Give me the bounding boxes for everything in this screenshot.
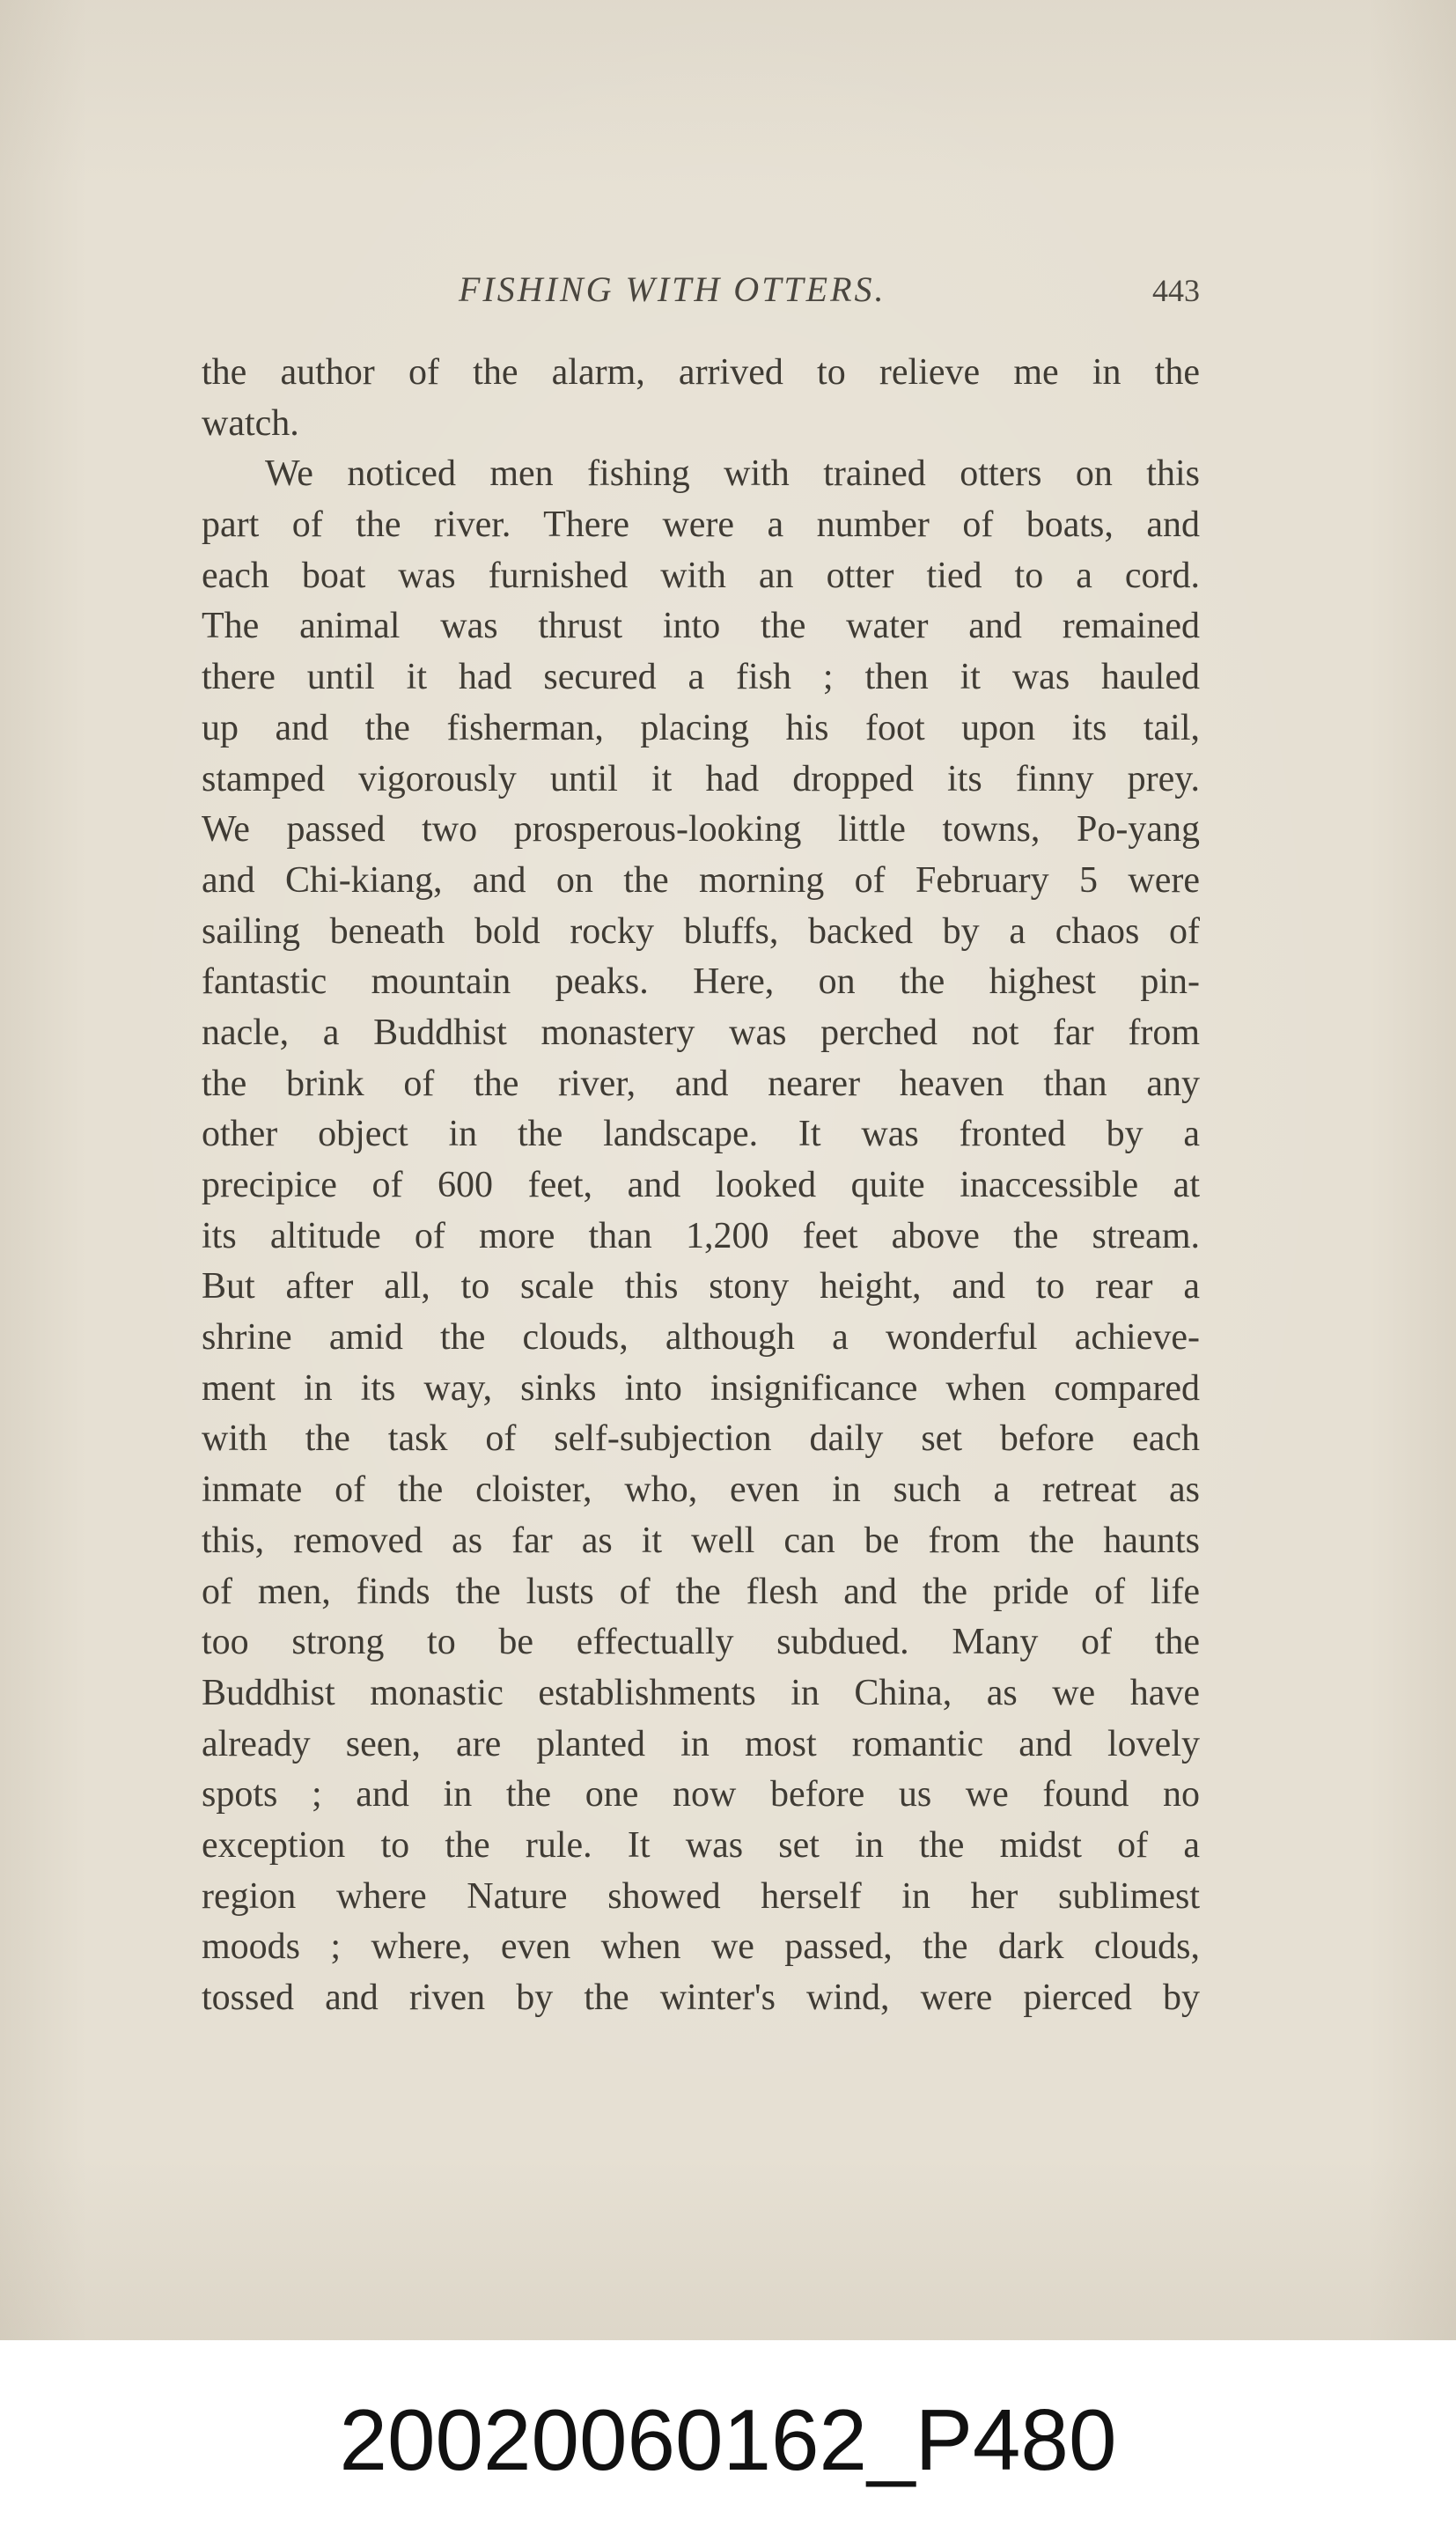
text-line: precipice of 600 feet, and looked quite inaccessible at: [202, 1165, 1200, 1205]
text-line: of men, finds the lusts of the flesh and the pride of life: [202, 1571, 1200, 1612]
text-line: tossed and riven by the winter's wind, were pierced by: [202, 1977, 1200, 2018]
text-line: inmate of the cloister, who, even in such a retreat as: [202, 1469, 1200, 1511]
text-line: sailing beneath bold rocky bluffs, backed by a chaos of: [202, 910, 1200, 952]
text-line: Buddhist monastic establishments in China, as we have: [202, 1672, 1200, 1713]
text-line: with the task of self-subjection daily set before each: [202, 1418, 1200, 1460]
text-line: already seen, are planted in most romantic and lovely: [202, 1723, 1200, 1764]
text-line: The animal was thrust into the water and remained: [202, 606, 1200, 647]
page-number: 443: [1152, 273, 1200, 308]
text-line: nacle, a Buddhist monastery was perched not far from: [202, 1012, 1200, 1053]
text-line: part of the river. There were a number of boats, and: [202, 504, 1200, 546]
text-line: there until it had secured a fish ; then it was hauled: [202, 657, 1200, 698]
text-line: shrine amid the clouds, although a wonderful achieve-: [202, 1317, 1200, 1359]
text-line: We noticed men fishing with trained otters on this: [265, 453, 1200, 495]
text-line: stamped vigorously until it had dropped its finny prey.: [202, 758, 1200, 799]
text-line: other object in the landscape. It was fronted by a: [202, 1114, 1200, 1155]
text-line: its altitude of more than 1,200 feet above the stream.: [202, 1215, 1200, 1256]
text-line: the author of the alarm, arrived to relieve me in the: [202, 352, 1200, 393]
text-line: moods ; where, even when we passed, the dark clouds,: [202, 1926, 1200, 1968]
text-line: spots ; and in the one now before us we found no: [202, 1774, 1200, 1815]
text-line: But after all, to scale this stony height, and to rear a: [202, 1266, 1200, 1307]
text-line: each boat was furnished with an otter tied to a cord.: [202, 555, 1200, 596]
text-line: this, removed as far as it well can be from the haunts: [202, 1520, 1200, 1561]
text-line: ment in its way, sinks into insignificance when compared: [202, 1367, 1200, 1409]
text-line: the brink of the river, and nearer heaven than any: [202, 1063, 1200, 1104]
running-head: FISHING WITH OTTERS.: [459, 269, 886, 309]
text-line: watch.: [202, 402, 299, 444]
text-line: fantastic mountain peaks. Here, on the highest pin-: [202, 961, 1200, 1003]
text-line: up and the fisherman, placing his foot upon its tail,: [202, 707, 1200, 748]
text-line: too strong to be effectually subdued. Many of the: [202, 1622, 1200, 1663]
body-text: [202, 348, 1200, 2024]
text-line: region where Nature showed herself in her sublimest: [202, 1875, 1200, 1917]
text-line: We passed two prosperous-looking little towns, Po-yang: [202, 809, 1200, 851]
text-line: and Chi-kiang, and on the morning of February 5 were: [202, 859, 1200, 901]
image-identifier: 20020060162_P480: [339, 2391, 1117, 2488]
page-header: [202, 269, 1200, 313]
text-line: exception to the rule. It was set in the midst of a: [202, 1824, 1200, 1866]
